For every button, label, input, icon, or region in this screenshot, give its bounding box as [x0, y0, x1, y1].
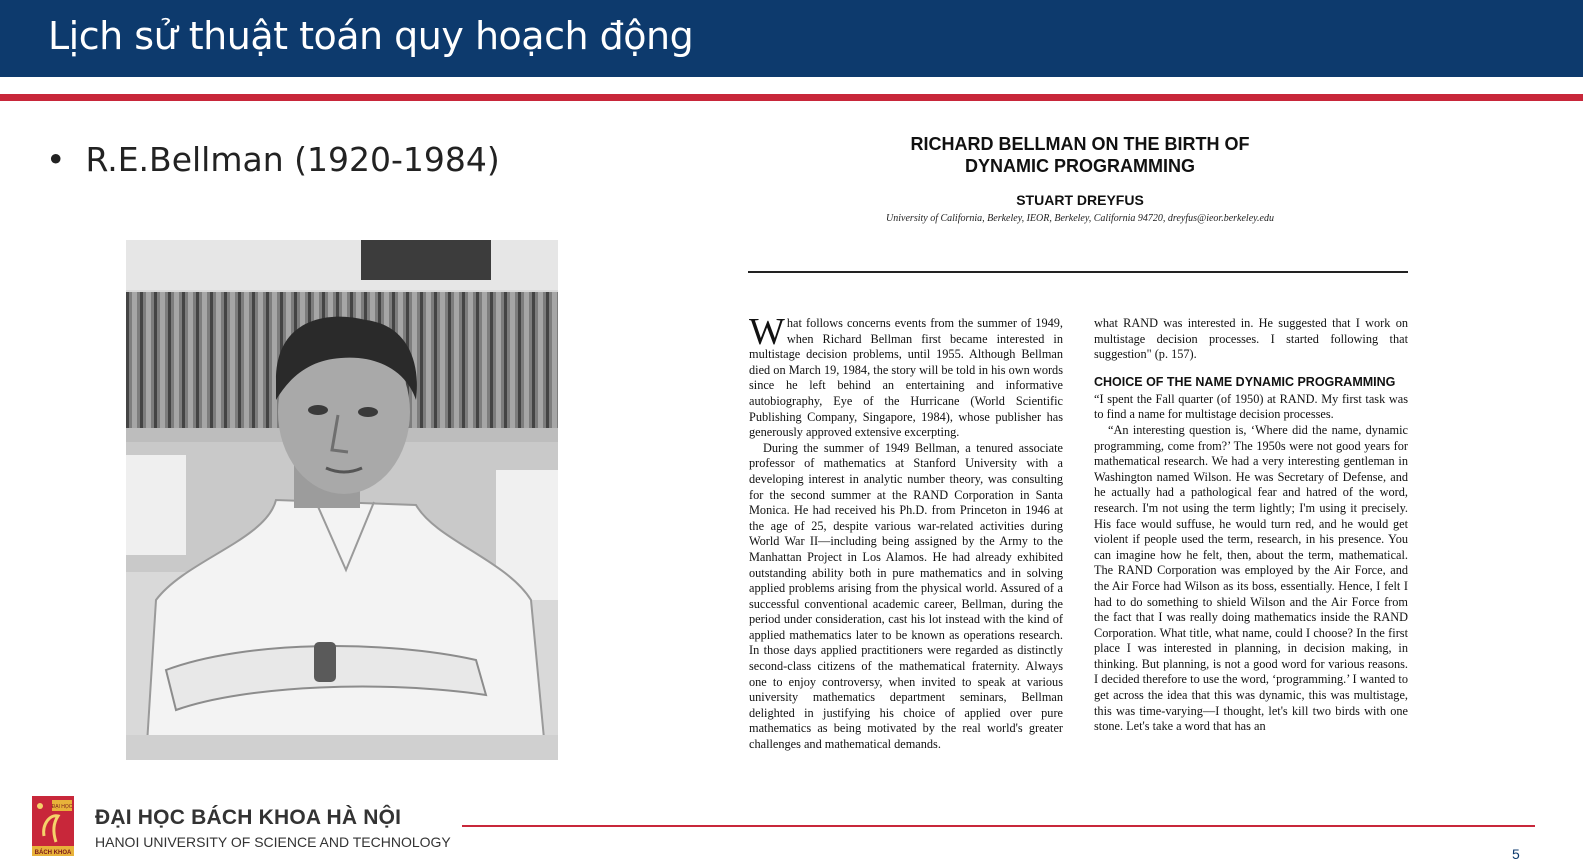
university-name-en: HANOI UNIVERSITY OF SCIENCE AND TECHNOLOGY	[95, 834, 451, 850]
bullet-text: R.E.Bellman (1920-1984)	[85, 140, 500, 179]
university-name-vi: ĐẠI HỌC BÁCH KHOA HÀ NỘI	[95, 806, 402, 829]
paper-dropcap: W	[749, 311, 785, 353]
slide-header	[0, 0, 1583, 77]
paper-col1-paragraph-1: hat follows concerns events from the summer of 1949, when Richard Bellman first became interested in multistage decision problems, until 1955. Although Bellman died on March 19, 1984, the story will be told in his own words since he left behind an entertaining and informative autobiography, Eye of the Hurricane (World Scientific Publishing Company, Singapore, 1984), whose publisher has generously approved extensive excerpting.	[749, 316, 1063, 440]
paper-affiliation: University of California, Berkeley, IEOR, Berkeley, California 94720, dreyfus@ieor.berkeley.edu	[886, 213, 1274, 224]
paper-column-right	[1094, 316, 1408, 735]
paper-col2-paragraph-2: “I spent the Fall quarter (of 1950) at RAND. My first task was to find a name for multistage decision processes.	[1094, 391, 1408, 422]
footer-divider	[462, 825, 1535, 827]
paper-col1-paragraph-2: During the summer of 1949 Bellman, a tenured associate professor of mathematics at Stanford University with a developing interest in analytic number theory, was consulting for the second summer at the RAND Corporation in Santa Monica. He had received his Ph.D. from Princeton in 1946 at the age of 25, despite various war-related activities during World War II—including being assigned by the Army to the Manhattan Project in Los Alamos. He had already exhibited outstanding ability both in pure mathematics and in solving applied problems arising from the physical world. Assured of a successful conventional academic career, Bellman, during the period under consideration, cast his lot instead with the kind of applied mathematics later to be known as operations research. In those days applied practitioners were regarded as distinctly second-class citizens of the mathematical fraternity. Always one to enjoy controversy, when invited to speak at various university mathematics department seminars, Bellman delighted in justifying his choice of applied over pure mathematics as being motivated by the real world's greater challenges and mathematical demands.	[749, 440, 1063, 752]
slide-title: Lịch sử thuật toán quy hoạch động	[48, 14, 694, 58]
paper-column-left	[749, 311, 1063, 753]
bellman-portrait-photo	[126, 240, 558, 760]
header-red-stripe	[0, 94, 1583, 101]
paper-title-line-2: DYNAMIC PROGRAMMING	[965, 156, 1195, 176]
paper-author: STUART DREYFUS	[1016, 192, 1144, 208]
paper-divider	[748, 271, 1408, 273]
university-logo	[32, 796, 74, 856]
paper-col2-paragraph-3: “An interesting question is, ‘Where did the name, dynamic programming, come from?’ The 1950s were not good years for mathematical research. We had a very interesting gentleman in Washington named Wilson. He was Secretary of Defense, and he actually had a pathological fear and hatred of the word, research. I'm not using the term lightly; I'm using it precisely. His face would suffuse, he would turn red, and he would get violent if people used the term, research, in his presence. You can imagine how he felt, then, about the term, mathematical. The RAND Corporation was employed by the Air Force, and the Air Force had Wilson as its boss, essentially. Hence, I felt I had to do something to shield Wilson and the Air Force from the fact that I was really doing mathematics inside the RAND Corporation. What title, what name, could I choose? In the first place I was interested in planning, in decision making, in thinking. But planning, is not a good word for various reasons. I decided therefore to use the word, ‘programming.’ I wanted to get across the idea that this was dynamic, this was multistage, this was time-varying—I thought, let's kill two birds with one stone. Let's take a word that has an	[1094, 422, 1408, 734]
bullet-item	[46, 140, 500, 179]
page-number: 5	[1512, 846, 1520, 862]
paper-title-line-1: RICHARD BELLMAN ON THE BIRTH OF	[910, 134, 1250, 154]
paper-section-heading: CHOICE OF THE NAME DYNAMIC PROGRAMMING	[1094, 374, 1396, 389]
paper-col2-paragraph-1: what RAND was interested in. He suggested that I work on multistage decision processes. I started following that suggestion" (p. 157).	[1094, 316, 1408, 362]
bullet-dot: •	[46, 140, 66, 179]
logo-top-text: ĐẠI HỌC	[51, 804, 73, 810]
paper-title	[760, 133, 1400, 177]
logo-bottom-text: BÁCH KHOA	[34, 850, 72, 856]
